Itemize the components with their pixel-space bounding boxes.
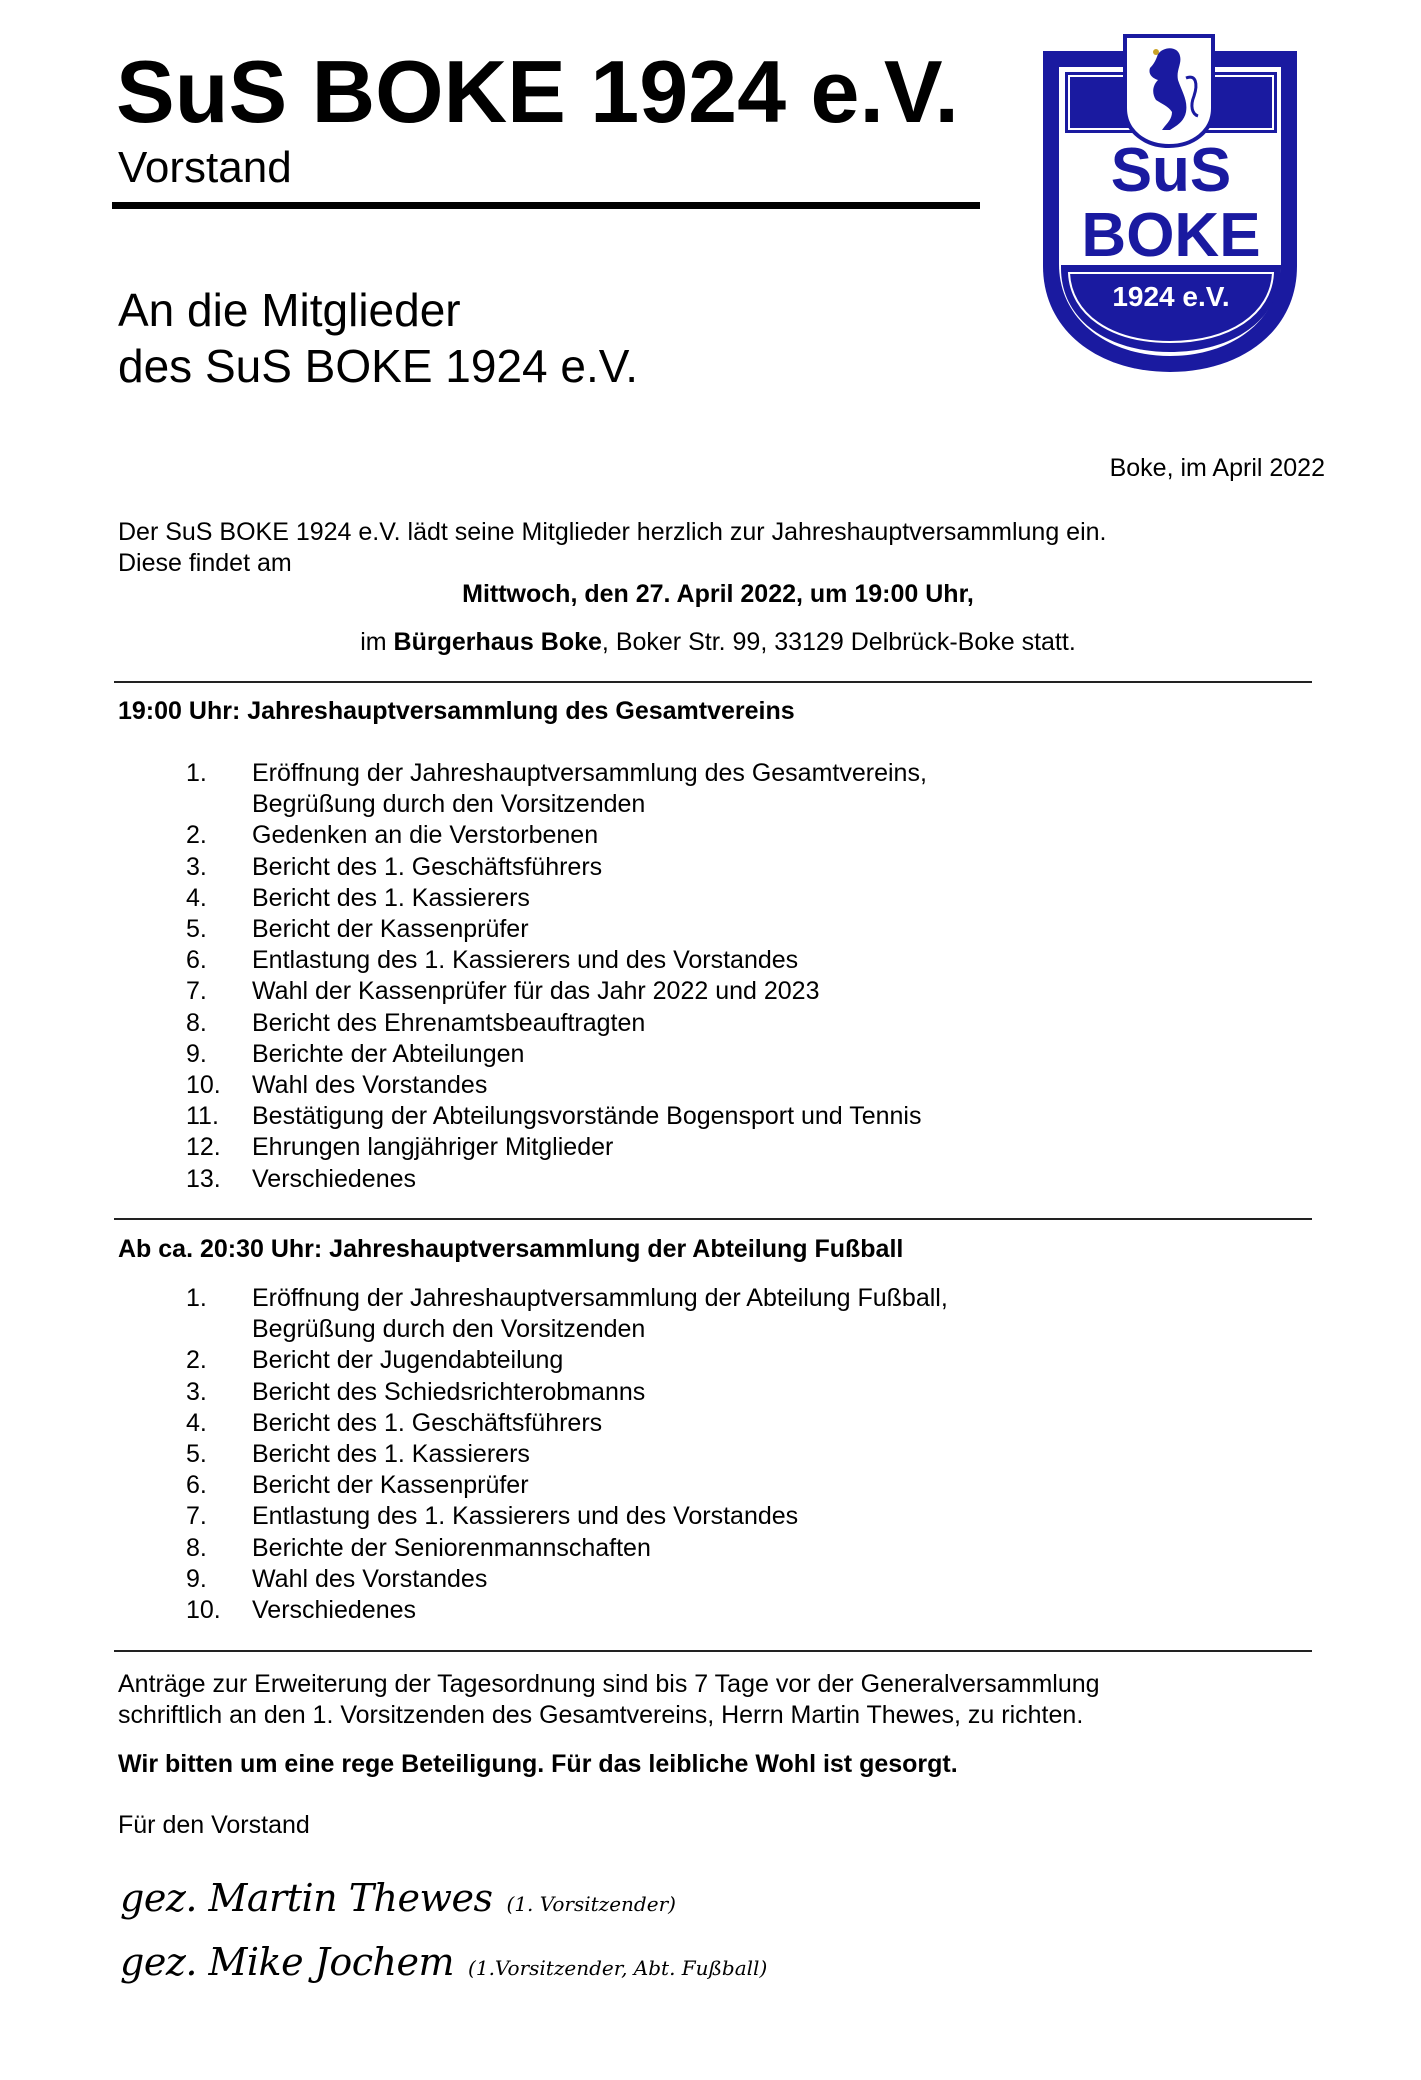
agenda-item-text: Begrüßung durch den Vorsitzenden — [252, 1315, 646, 1344]
agenda-item-text: Begrüßung durch den Vorsitzenden — [252, 790, 646, 819]
section-divider — [114, 681, 1312, 683]
agenda-item-number: 2. — [186, 821, 207, 850]
agenda-item-text: Bericht des 1. Geschäftsführers — [252, 1408, 603, 1437]
agenda-item — [0, 1283, 948, 1345]
agenda-item-number: 4. — [186, 1408, 207, 1437]
agenda-item-number: 2. — [186, 1346, 207, 1375]
board-subtitle: Vorstand — [118, 143, 292, 192]
agenda-item-text: Bericht des 1. Geschäftsführers — [252, 852, 603, 881]
agenda-item — [0, 1008, 927, 1039]
location-prefix: im — [360, 628, 394, 656]
agenda-item-number: 3. — [186, 1377, 207, 1406]
agenda-item-number: 5. — [186, 915, 207, 944]
agenda-item-number: 8. — [186, 1008, 207, 1037]
section-2-heading: Ab ca. 20:30 Uhr: Jahreshauptversammlung der Abteilung Fußball — [118, 1235, 904, 1263]
agenda-item — [0, 1377, 948, 1408]
agenda-item-text: Berichte der Seniorenmannschaften — [252, 1533, 651, 1562]
agenda-item — [0, 1408, 948, 1439]
agenda-item — [0, 1070, 927, 1101]
location-venue: Bürgerhaus Boke — [393, 628, 602, 656]
addressee — [118, 282, 638, 394]
agenda-item-number: 7. — [186, 977, 207, 1006]
agenda-item — [0, 1564, 948, 1595]
agenda-item — [0, 1101, 927, 1132]
section-divider — [114, 1650, 1312, 1652]
crest-icon — [1125, 36, 1213, 146]
agenda-item-text: Bericht des Schiedsrichterobmanns — [252, 1377, 646, 1406]
agenda-list-general — [0, 758, 927, 1195]
agenda-item — [0, 945, 927, 976]
agenda-item-number: 8. — [186, 1533, 207, 1562]
section-1-heading: 19:00 Uhr: Jahreshauptversammlung des Gesamtvereins — [118, 697, 795, 725]
agenda-item — [0, 976, 927, 1007]
agenda-item — [0, 914, 927, 945]
signature-chair — [120, 1876, 676, 1920]
agenda-item — [0, 1345, 948, 1376]
meeting-date: Mittwoch, den 27. April 2022, um 19:00 Uhr, — [462, 580, 974, 608]
location-address: , Boker Str. 99, 33129 Delbrück-Boke statt. — [601, 628, 1076, 656]
section-divider — [114, 1218, 1312, 1220]
agenda-item-text: Bericht des Ehrenamtsbeauftragten — [252, 1008, 646, 1037]
signature-football-chair — [120, 1940, 767, 1984]
on-behalf-text: Für den Vorstand — [118, 1811, 310, 1839]
agenda-item — [0, 1595, 948, 1626]
motions-paragraph — [118, 1669, 1100, 1731]
agenda-item-text: Wahl des Vorstandes — [252, 1564, 488, 1593]
agenda-list-football — [0, 1283, 948, 1626]
agenda-item-text: Bericht der Kassenprüfer — [252, 1471, 529, 1500]
agenda-item-number: 6. — [186, 946, 207, 975]
agenda-item-text: Wahl der Kassenprüfer für das Jahr 2022 und 2023 — [252, 977, 820, 1006]
agenda-item — [0, 883, 927, 914]
agenda-item-text: Ehrungen langjähriger Mitglieder — [252, 1133, 614, 1162]
agenda-item-number: 11. — [186, 1102, 219, 1131]
agenda-item-number: 13. — [186, 1164, 221, 1193]
agenda-item-text: Bericht der Jugendabteilung — [252, 1346, 564, 1375]
agenda-item — [0, 1439, 948, 1470]
agenda-item-text: Verschiedenes — [252, 1164, 417, 1193]
agenda-item-number: 9. — [186, 1564, 207, 1593]
club-logo — [1040, 34, 1302, 376]
agenda-item-text: Entlastung des 1. Kassierers und des Vorstandes — [252, 946, 799, 975]
dateline: Boke, im April 2022 — [1109, 454, 1325, 482]
agenda-item-number: 10. — [186, 1071, 221, 1100]
agenda-item-number: 4. — [186, 883, 207, 912]
agenda-item — [0, 820, 927, 851]
signature-name: gez. Mike Jochem — [120, 1940, 455, 1984]
agenda-item-number: 7. — [186, 1502, 207, 1531]
header-rule — [112, 202, 980, 209]
agenda-item — [0, 1164, 927, 1195]
agenda-item-text: Entlastung des 1. Kassierers und des Vorstandes — [252, 1502, 799, 1531]
agenda-item-text: Gedenken an die Verstorbenen — [252, 821, 599, 850]
agenda-item-text: Wahl des Vorstandes — [252, 1071, 488, 1100]
signature-role: (1. Vorsitzender) — [506, 1892, 676, 1916]
meeting-location — [112, 628, 1324, 657]
logo-text-sus: SuS — [1110, 136, 1232, 205]
motions-line-1: Anträge zur Erweiterung der Tagesordnung sind bis 7 Tage vor der Generalversammlung — [118, 1670, 1100, 1698]
signature-role: (1.Vorsitzender, Abt. Fußball) — [468, 1956, 768, 1980]
agenda-item-number: 12. — [186, 1133, 221, 1162]
agenda-item — [0, 1533, 948, 1564]
agenda-item-text: Bericht des 1. Kassierers — [252, 1440, 530, 1469]
agenda-item-text: Berichte der Abteilungen — [252, 1039, 525, 1068]
agenda-item — [0, 758, 927, 820]
agenda-item-number: 9. — [186, 1039, 207, 1068]
club-title: SuS BOKE 1924 e.V. — [116, 42, 959, 141]
logo-text-year: 1924 e.V. — [1112, 281, 1230, 312]
logo-text-boke: BOKE — [1081, 201, 1261, 270]
agenda-item-text: Eröffnung der Jahreshauptversammlung der Abteilung Fußball, — [252, 1284, 948, 1312]
appeal-text: Wir bitten um eine rege Beteiligung. Für das leibliche Wohl ist gesorgt. — [118, 1750, 958, 1778]
agenda-item-text: Bestätigung der Abteilungsvorstände Bogensport und Tennis — [252, 1102, 922, 1131]
agenda-item-number: 1. — [186, 1284, 207, 1312]
addressee-line-2: des SuS BOKE 1924 e.V. — [118, 340, 638, 392]
addressee-line-1: An die Mitglieder — [118, 284, 461, 336]
agenda-item-number: 5. — [186, 1440, 207, 1469]
motions-line-2: schriftlich an den 1. Vorsitzenden des Gesamtvereins, Herrn Martin Thewes, zu richten. — [118, 1701, 1084, 1729]
agenda-item-text: Eröffnung der Jahreshauptversammlung des Gesamtvereins, — [252, 759, 927, 787]
agenda-item-text: Verschiedenes — [252, 1596, 417, 1625]
agenda-item-number: 6. — [186, 1471, 207, 1500]
agenda-item-number: 1. — [186, 759, 207, 787]
agenda-item — [0, 1039, 927, 1070]
intro-line-1: Der SuS BOKE 1924 e.V. lädt seine Mitglieder herzlich zur Jahreshauptversammlung ein. — [118, 518, 1107, 546]
intro-paragraph — [118, 517, 1106, 579]
agenda-item-text: Bericht des 1. Kassierers — [252, 883, 530, 912]
agenda-item — [0, 1470, 948, 1501]
agenda-item-text: Bericht der Kassenprüfer — [252, 915, 529, 944]
signature-name: gez. Martin Thewes — [120, 1876, 493, 1920]
agenda-item — [0, 852, 927, 883]
agenda-item — [0, 1501, 948, 1532]
agenda-item — [0, 1132, 927, 1163]
agenda-item-number: 3. — [186, 852, 207, 881]
intro-line-2: Diese findet am — [118, 549, 292, 577]
agenda-item-number: 10. — [186, 1596, 221, 1625]
